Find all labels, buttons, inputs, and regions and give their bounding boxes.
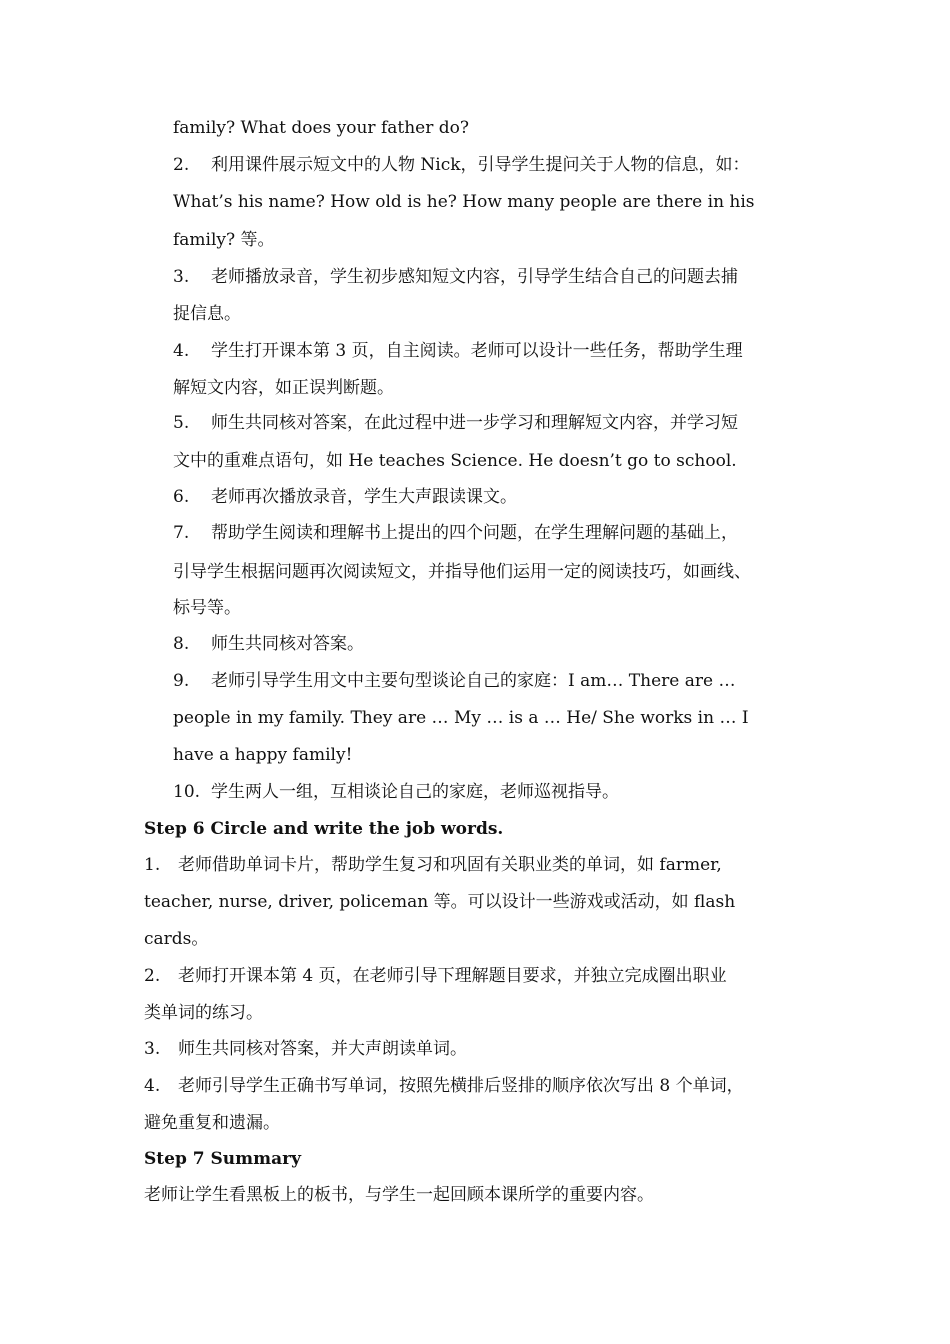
step7-heading: Step 7 Summary (144, 1149, 301, 1169)
list-item-text: 利用课件展示短文中的人物 Nick，引导学生提问关于人物的信息，如： (211, 155, 750, 175)
list-item-number: 7. (173, 523, 190, 543)
list-item-text: 老师再次播放录音，学生大声跟读课文。 (211, 487, 517, 507)
continued-line: family? What does your father do? (173, 118, 469, 138)
list-item-number: 9. (173, 671, 190, 691)
list-item-text: 老师播放录音，学生初步感知短文内容，引导学生结合自己的问题去捕 (211, 267, 738, 287)
list-item-number: 10. (173, 782, 201, 802)
list-item-text: 师生共同核对答案，在此过程中进一步学习和理解短文内容，并学习短 (211, 413, 738, 433)
list-item-text: 解短文内容，如正误判断题。 (173, 378, 394, 398)
list-item-text: 文中的重难点语句，如 He teaches Science. He doesn’t go to school. (173, 451, 737, 471)
list-item-text: 学生两人一组，互相谈论自己的家庭，老师巡视指导。 (211, 782, 619, 802)
list-item-text: 捉信息。 (173, 304, 241, 324)
list-item-text: cards。 (144, 929, 209, 949)
list-item-number: 1. (144, 855, 161, 875)
list-item-text: 帮助学生阅读和理解书上提出的四个问题，在学生理解问题的基础上， (211, 523, 738, 543)
list-item-number: 6. (173, 487, 190, 507)
list-item-text: people in my family. They are … My … is a … He/ She works in … I (173, 708, 749, 728)
list-item-number: 3. (173, 267, 190, 287)
list-item-text: 标号等。 (173, 598, 241, 618)
list-item-text: What’s his name? How old is he? How many people are there in his (173, 192, 755, 212)
list-item-number: 3. (144, 1039, 161, 1059)
list-item-number: 4. (173, 341, 190, 361)
list-item-text: 老师打开课本第 4 页，在老师引导下理解题目要求，并独立完成圈出职业 (178, 966, 727, 986)
list-item-text: 避免重复和遗漏。 (144, 1113, 280, 1133)
list-item-text: 老师引导学生正确书写单词，按照先横排后竖排的顺序依次写出 8 个单词， (178, 1076, 744, 1096)
list-item-number: 8. (173, 634, 190, 654)
list-item-text: 师生共同核对答案。 (211, 634, 364, 654)
list-item-number: 2. (144, 966, 161, 986)
list-item-number: 2. (173, 155, 190, 175)
list-item-text: 老师借助单词卡片，帮助学生复习和巩固有关职业类的单词，如 farmer, (178, 855, 722, 875)
list-item-text: family? 等。 (173, 230, 275, 250)
list-item-text: have a happy family! (173, 745, 353, 765)
list-item-text: 师生共同核对答案，并大声朗读单词。 (178, 1039, 467, 1059)
step6-heading: Step 6 Circle and write the job words. (144, 819, 504, 839)
step7-text: 老师让学生看黑板上的板书，与学生一起回顾本课所学的重要内容。 (144, 1185, 654, 1205)
list-item-number: 4. (144, 1076, 161, 1096)
list-item-text: 引导学生根据问题再次阅读短文，并指导他们运用一定的阅读技巧，如画线、 (173, 562, 751, 582)
list-item-text: 类单词的练习。 (144, 1003, 263, 1023)
list-item-text: 老师引导学生用文中主要句型谈论自己的家庭：I am… There are … (211, 671, 736, 691)
list-item-text: teacher, nurse, driver, policeman 等。可以设计一些游戏或活动，如 flash (144, 892, 736, 912)
list-item-text: 学生打开课本第 3 页，自主阅读。老师可以设计一些任务，帮助学生理 (211, 341, 743, 361)
list-item-number: 5. (173, 413, 190, 433)
